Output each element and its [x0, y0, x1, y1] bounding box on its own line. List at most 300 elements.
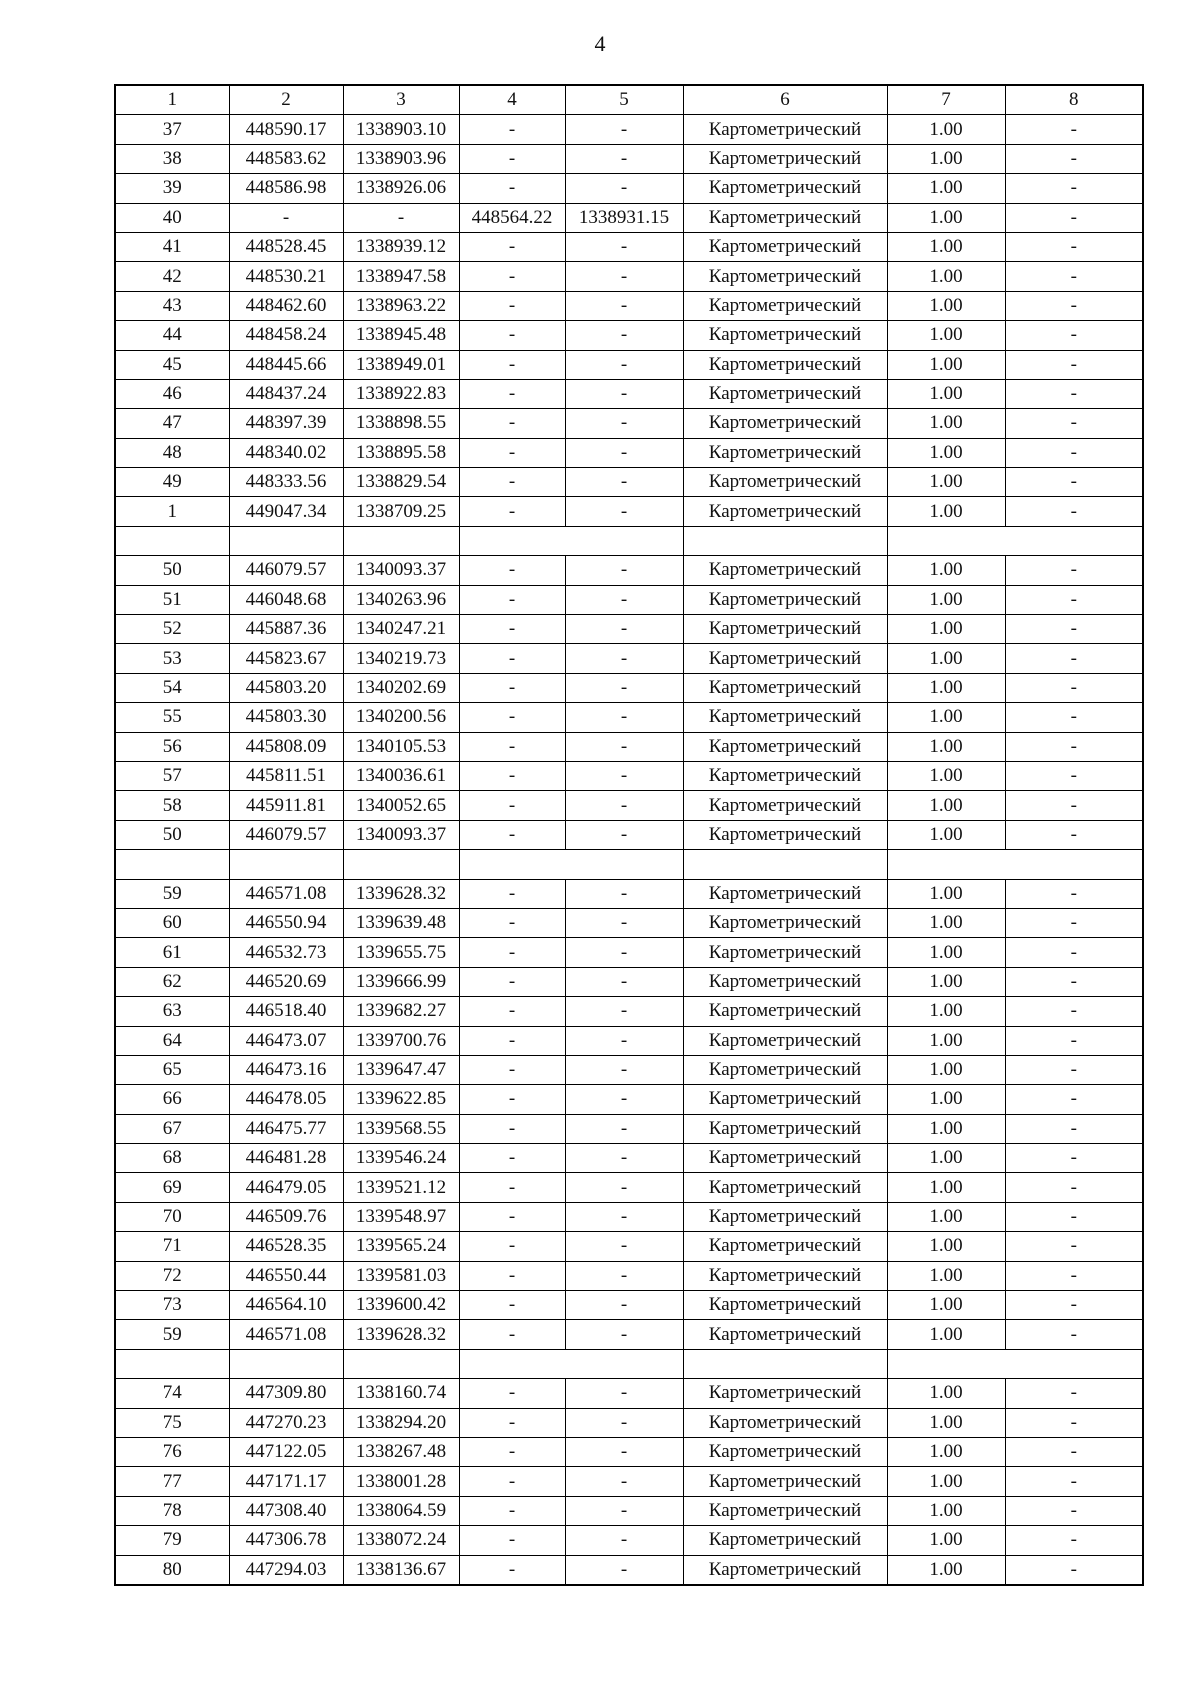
table-cell-col7: 1.00 — [887, 1320, 1005, 1349]
table-cell-col5: - — [565, 879, 683, 908]
table-cell-col8: - — [1005, 1261, 1143, 1290]
table-cell-col2: 447309.80 — [229, 1379, 343, 1408]
table-cell-col5 — [565, 526, 683, 555]
table-cell-col8: - — [1005, 409, 1143, 438]
table-cell-col8: - — [1005, 585, 1143, 614]
table-cell-col6: Картометрический — [683, 644, 887, 673]
table-cell-col2: 447294.03 — [229, 1555, 343, 1585]
table-cell-col3: 1340036.61 — [343, 761, 459, 790]
table-cell-col4: - — [459, 556, 565, 585]
table-cell-col4: - — [459, 1467, 565, 1496]
table-cell-col3: 1339521.12 — [343, 1173, 459, 1202]
table-cell-col5: - — [565, 556, 683, 585]
table-cell-col6: Картометрический — [683, 1232, 887, 1261]
table-cell-col2: 445887.36 — [229, 615, 343, 644]
table-cell-col4: - — [459, 1555, 565, 1585]
table-cell-col6: Картометрический — [683, 497, 887, 526]
table-row — [115, 732, 1143, 761]
table-cell-col6: Картометрический — [683, 908, 887, 937]
table-cell-col2: 448586.98 — [229, 174, 343, 203]
table-cell-col2: 448445.66 — [229, 350, 343, 379]
table-cell-col2: 446550.44 — [229, 1261, 343, 1290]
table-cell-col5: - — [565, 1173, 683, 1202]
table-cell-col1: 1 — [115, 497, 229, 526]
table-cell-col3 — [343, 1349, 459, 1378]
table-cell-col7: 1.00 — [887, 497, 1005, 526]
table-cell-col7: 1.00 — [887, 350, 1005, 379]
column-header-4: 4 — [459, 85, 565, 115]
table-cell-col3: 1338895.58 — [343, 438, 459, 467]
table-cell-col2: 445803.30 — [229, 703, 343, 732]
table-cell-col8: - — [1005, 1173, 1143, 1202]
table-cell-col5: - — [565, 585, 683, 614]
table-row — [115, 1114, 1143, 1143]
table-cell-col4: - — [459, 1026, 565, 1055]
table-cell-col3: 1340105.53 — [343, 732, 459, 761]
table-cell-col4: - — [459, 908, 565, 937]
table-cell-col7: 1.00 — [887, 1291, 1005, 1320]
table-cell-col6 — [683, 526, 887, 555]
table-cell-col1: 58 — [115, 791, 229, 820]
table-row — [115, 967, 1143, 996]
table-cell-col5: - — [565, 732, 683, 761]
table-cell-col1: 55 — [115, 703, 229, 732]
table-cell-col3: 1338064.59 — [343, 1496, 459, 1525]
table-row — [115, 1496, 1143, 1525]
table-cell-col6: Картометрический — [683, 321, 887, 350]
table-cell-col8 — [1005, 850, 1143, 879]
table-cell-col4: - — [459, 703, 565, 732]
table-cell-col1: 54 — [115, 673, 229, 702]
table-cell-col6: Картометрический — [683, 1437, 887, 1466]
table-cell-col5: - — [565, 1379, 683, 1408]
table-cell-col6: Картометрический — [683, 262, 887, 291]
table-cell-col1: 76 — [115, 1437, 229, 1466]
table-cell-col5: - — [565, 761, 683, 790]
table-cell-col1: 75 — [115, 1408, 229, 1437]
table-cell-col7: 1.00 — [887, 203, 1005, 232]
table-cell-col3: 1338963.22 — [343, 291, 459, 320]
table-cell-col6: Картометрический — [683, 379, 887, 408]
table-cell-col5: - — [565, 938, 683, 967]
table-cell-col8: - — [1005, 174, 1143, 203]
table-row — [115, 232, 1143, 261]
table-cell-col7: 1.00 — [887, 938, 1005, 967]
table-cell-col4: - — [459, 967, 565, 996]
table-cell-col1: 41 — [115, 232, 229, 261]
table-cell-col2: 447308.40 — [229, 1496, 343, 1525]
table-cell-col4: - — [459, 644, 565, 673]
table-cell-col1 — [115, 526, 229, 555]
table-cell-col5: - — [565, 1232, 683, 1261]
table-cell-col4: - — [459, 115, 565, 144]
table-cell-col5: - — [565, 1114, 683, 1143]
table-separator-row — [115, 850, 1143, 879]
table-cell-col8: - — [1005, 615, 1143, 644]
table-cell-col5: - — [565, 115, 683, 144]
table-cell-col5: - — [565, 1026, 683, 1055]
table-cell-col7: 1.00 — [887, 144, 1005, 173]
table-cell-col5: - — [565, 468, 683, 497]
table-cell-col8: - — [1005, 350, 1143, 379]
table-cell-col8: - — [1005, 879, 1143, 908]
table-cell-col5: - — [565, 409, 683, 438]
table-cell-col3: 1340052.65 — [343, 791, 459, 820]
table-cell-col8: - — [1005, 1114, 1143, 1143]
table-row — [115, 585, 1143, 614]
table-cell-col3 — [343, 850, 459, 879]
table-cell-col3: 1338945.48 — [343, 321, 459, 350]
table-cell-col6: Картометрический — [683, 144, 887, 173]
table-cell-col3: 1338949.01 — [343, 350, 459, 379]
table-cell-col5: - — [565, 791, 683, 820]
table-cell-col4: - — [459, 1144, 565, 1173]
table-cell-col3: 1339565.24 — [343, 1232, 459, 1261]
table-cell-col1: 50 — [115, 820, 229, 849]
table-cell-col4: - — [459, 174, 565, 203]
table-cell-col6: Картометрический — [683, 732, 887, 761]
table-row — [115, 291, 1143, 320]
table-cell-col7: 1.00 — [887, 1085, 1005, 1114]
table-row — [115, 262, 1143, 291]
table-cell-col7: 1.00 — [887, 379, 1005, 408]
table-cell-col4: - — [459, 497, 565, 526]
table-cell-col4: - — [459, 879, 565, 908]
table-row — [115, 820, 1143, 849]
table-cell-col4: - — [459, 791, 565, 820]
table-row — [115, 997, 1143, 1026]
table-cell-col2 — [229, 526, 343, 555]
table-cell-col4 — [459, 526, 565, 555]
table-cell-col4: 448564.22 — [459, 203, 565, 232]
table-cell-col1: 47 — [115, 409, 229, 438]
table-body — [115, 85, 1143, 1585]
table-cell-col6: Картометрический — [683, 879, 887, 908]
table-cell-col6: Картометрический — [683, 1026, 887, 1055]
table-cell-col6: Картометрический — [683, 820, 887, 849]
table-cell-col3: 1338939.12 — [343, 232, 459, 261]
table-cell-col7: 1.00 — [887, 1114, 1005, 1143]
table-cell-col8: - — [1005, 262, 1143, 291]
table-row — [115, 468, 1143, 497]
table-cell-col1: 49 — [115, 468, 229, 497]
table-row — [115, 1055, 1143, 1084]
page-number: 4 — [594, 31, 606, 56]
table-row — [115, 556, 1143, 585]
table-cell-col6 — [683, 850, 887, 879]
table-separator-row — [115, 526, 1143, 555]
table-cell-col5: - — [565, 262, 683, 291]
table-cell-col5: - — [565, 644, 683, 673]
table-cell-col5: - — [565, 1144, 683, 1173]
table-cell-col2: 448528.45 — [229, 232, 343, 261]
table-cell-col8: - — [1005, 1467, 1143, 1496]
table-cell-col8: - — [1005, 703, 1143, 732]
table-cell-col5: - — [565, 1261, 683, 1290]
table-cell-col7: 1.00 — [887, 1261, 1005, 1290]
table-cell-col1: 43 — [115, 291, 229, 320]
table-cell-col1: 80 — [115, 1555, 229, 1585]
table-cell-col5: - — [565, 673, 683, 702]
table-cell-col8: - — [1005, 1437, 1143, 1466]
table-cell-col8: - — [1005, 291, 1143, 320]
table-cell-col7: 1.00 — [887, 1202, 1005, 1231]
table-cell-col1: 60 — [115, 908, 229, 937]
table-cell-col7: 1.00 — [887, 1232, 1005, 1261]
table-cell-col7: 1.00 — [887, 409, 1005, 438]
table-row — [115, 1291, 1143, 1320]
table-row — [115, 1408, 1143, 1437]
table-cell-col5 — [565, 850, 683, 879]
table-cell-col4: - — [459, 1261, 565, 1290]
table-cell-col8: - — [1005, 761, 1143, 790]
table-cell-col8: - — [1005, 673, 1143, 702]
table-cell-col6: Картометрический — [683, 291, 887, 320]
table-cell-col1: 52 — [115, 615, 229, 644]
table-cell-col4: - — [459, 1232, 565, 1261]
column-header-8: 8 — [1005, 85, 1143, 115]
table-cell-col7: 1.00 — [887, 908, 1005, 937]
table-cell-col1: 73 — [115, 1291, 229, 1320]
table-cell-col2: 448340.02 — [229, 438, 343, 467]
table-cell-col3: 1339548.97 — [343, 1202, 459, 1231]
table-cell-col8: - — [1005, 556, 1143, 585]
table-cell-col6: Картометрический — [683, 468, 887, 497]
table-cell-col3: 1339600.42 — [343, 1291, 459, 1320]
table-cell-col1: 45 — [115, 350, 229, 379]
table-cell-col6: Картометрический — [683, 409, 887, 438]
table-cell-col8: - — [1005, 468, 1143, 497]
table-cell-col2: 446079.57 — [229, 556, 343, 585]
table-cell-col6: Картометрический — [683, 1144, 887, 1173]
table-cell-col6: Картометрический — [683, 203, 887, 232]
table-row — [115, 938, 1143, 967]
table-cell-col5: - — [565, 1408, 683, 1437]
table-row — [115, 791, 1143, 820]
table-cell-col3: 1338926.06 — [343, 174, 459, 203]
table-cell-col4: - — [459, 938, 565, 967]
table-cell-col3: 1339568.55 — [343, 1114, 459, 1143]
table-cell-col7: 1.00 — [887, 174, 1005, 203]
table-cell-col2: 448590.17 — [229, 115, 343, 144]
table-cell-col7: 1.00 — [887, 732, 1005, 761]
table-cell-col2: 446520.69 — [229, 967, 343, 996]
table-cell-col2: 445803.20 — [229, 673, 343, 702]
table-row — [115, 673, 1143, 702]
table-cell-col5: - — [565, 997, 683, 1026]
table-cell-col7: 1.00 — [887, 291, 1005, 320]
table-cell-col1: 46 — [115, 379, 229, 408]
table-cell-col3: 1339546.24 — [343, 1144, 459, 1173]
table-cell-col4: - — [459, 673, 565, 702]
table-cell-col8: - — [1005, 644, 1143, 673]
table-cell-col6: Картометрический — [683, 174, 887, 203]
table-cell-col5: - — [565, 438, 683, 467]
table-cell-col3: 1338072.24 — [343, 1526, 459, 1555]
table-cell-col8: - — [1005, 1055, 1143, 1084]
table-cell-col2: 448437.24 — [229, 379, 343, 408]
table-row — [115, 1173, 1143, 1202]
table-cell-col4: - — [459, 1085, 565, 1114]
table-cell-col8: - — [1005, 1291, 1143, 1320]
table-cell-col1: 69 — [115, 1173, 229, 1202]
table-cell-col3: 1339628.32 — [343, 1320, 459, 1349]
table-cell-col7 — [887, 1349, 1005, 1378]
table-cell-col7: 1.00 — [887, 615, 1005, 644]
table-cell-col5: 1338931.15 — [565, 203, 683, 232]
table-cell-col1: 59 — [115, 1320, 229, 1349]
table-cell-col4: - — [459, 585, 565, 614]
table-cell-col3: 1338136.67 — [343, 1555, 459, 1585]
table-cell-col8: - — [1005, 1408, 1143, 1437]
table-row — [115, 1555, 1143, 1585]
table-cell-col1: 37 — [115, 115, 229, 144]
table-cell-col1: 79 — [115, 1526, 229, 1555]
table-row — [115, 644, 1143, 673]
table-cell-col5: - — [565, 1526, 683, 1555]
table-cell-col7: 1.00 — [887, 262, 1005, 291]
table-cell-col2: 446532.73 — [229, 938, 343, 967]
table-cell-col7: 1.00 — [887, 997, 1005, 1026]
table-cell-col2: 445811.51 — [229, 761, 343, 790]
table-cell-col1: 68 — [115, 1144, 229, 1173]
table-cell-col7: 1.00 — [887, 1026, 1005, 1055]
table-cell-col2: 448462.60 — [229, 291, 343, 320]
table-cell-col7: 1.00 — [887, 673, 1005, 702]
table-cell-col1: 71 — [115, 1232, 229, 1261]
table-cell-col5: - — [565, 1291, 683, 1320]
table-cell-col8: - — [1005, 1555, 1143, 1585]
table-cell-col5: - — [565, 1202, 683, 1231]
table-cell-col1: 62 — [115, 967, 229, 996]
table-cell-col2 — [229, 850, 343, 879]
table-row — [115, 379, 1143, 408]
table-cell-col2: 446048.68 — [229, 585, 343, 614]
table-row — [115, 615, 1143, 644]
table-row — [115, 1467, 1143, 1496]
table-cell-col4: - — [459, 732, 565, 761]
table-row — [115, 1437, 1143, 1466]
table-cell-col8: - — [1005, 1085, 1143, 1114]
table-cell-col2: 446479.05 — [229, 1173, 343, 1202]
table-row — [115, 1202, 1143, 1231]
table-cell-col3: 1339581.03 — [343, 1261, 459, 1290]
table-cell-col6: Картометрический — [683, 1291, 887, 1320]
table-cell-col2: 446571.08 — [229, 879, 343, 908]
table-row — [115, 438, 1143, 467]
table-cell-col6: Картометрический — [683, 997, 887, 1026]
table-cell-col7: 1.00 — [887, 232, 1005, 261]
column-header-6: 6 — [683, 85, 887, 115]
table-cell-col6: Картометрический — [683, 1173, 887, 1202]
table-cell-col3: 1338903.10 — [343, 115, 459, 144]
table-cell-col1: 70 — [115, 1202, 229, 1231]
table-cell-col6: Картометрический — [683, 438, 887, 467]
table-cell-col6: Картометрический — [683, 1467, 887, 1496]
table-cell-col7: 1.00 — [887, 791, 1005, 820]
table-cell-col3: 1339639.48 — [343, 908, 459, 937]
table-cell-col6: Картометрический — [683, 1408, 887, 1437]
table-cell-col4: - — [459, 379, 565, 408]
table-cell-col1: 67 — [115, 1114, 229, 1143]
table-cell-col6 — [683, 1349, 887, 1378]
table-cell-col6: Картометрический — [683, 350, 887, 379]
table-cell-col1: 72 — [115, 1261, 229, 1290]
table-cell-col6: Картометрический — [683, 1496, 887, 1525]
table-cell-col8: - — [1005, 497, 1143, 526]
table-cell-col4: - — [459, 761, 565, 790]
table-cell-col5: - — [565, 703, 683, 732]
table-cell-col7: 1.00 — [887, 879, 1005, 908]
table-cell-col5: - — [565, 1055, 683, 1084]
table-cell-col2: 448458.24 — [229, 321, 343, 350]
table-cell-col4: - — [459, 820, 565, 849]
table-cell-col5: - — [565, 1555, 683, 1585]
table-cell-col5: - — [565, 1467, 683, 1496]
table-cell-col1: 65 — [115, 1055, 229, 1084]
table-cell-col5: - — [565, 1437, 683, 1466]
table-cell-col8: - — [1005, 791, 1143, 820]
table-cell-col2: 445808.09 — [229, 732, 343, 761]
table-cell-col1: 50 — [115, 556, 229, 585]
table-row — [115, 115, 1143, 144]
table-cell-col1: 44 — [115, 321, 229, 350]
table-cell-col6: Картометрический — [683, 1085, 887, 1114]
table-cell-col1: 66 — [115, 1085, 229, 1114]
table-row — [115, 497, 1143, 526]
table-cell-col8: - — [1005, 938, 1143, 967]
table-cell-col1: 48 — [115, 438, 229, 467]
table-cell-col3: 1339647.47 — [343, 1055, 459, 1084]
table-cell-col6: Картометрический — [683, 1526, 887, 1555]
table-row — [115, 1261, 1143, 1290]
table-row — [115, 1320, 1143, 1349]
table-cell-col1: 40 — [115, 203, 229, 232]
table-cell-col8: - — [1005, 1526, 1143, 1555]
table-cell-col4: - — [459, 1408, 565, 1437]
table-row — [115, 1526, 1143, 1555]
table-cell-col3: 1338294.20 — [343, 1408, 459, 1437]
table-cell-col8: - — [1005, 438, 1143, 467]
table-cell-col5: - — [565, 967, 683, 996]
table-cell-col6: Картометрический — [683, 615, 887, 644]
table-cell-col8: - — [1005, 1144, 1143, 1173]
table-cell-col8: - — [1005, 1026, 1143, 1055]
table-cell-col3: 1338001.28 — [343, 1467, 459, 1496]
table-cell-col2: 446528.35 — [229, 1232, 343, 1261]
table-cell-col5: - — [565, 379, 683, 408]
table-cell-col6: Картометрический — [683, 1114, 887, 1143]
table-cell-col1: 57 — [115, 761, 229, 790]
table-separator-row — [115, 1349, 1143, 1378]
table-cell-col8: - — [1005, 997, 1143, 1026]
table-cell-col3: 1339628.32 — [343, 879, 459, 908]
table-cell-col2: 447171.17 — [229, 1467, 343, 1496]
table-cell-col2: 447122.05 — [229, 1437, 343, 1466]
table-cell-col5 — [565, 1349, 683, 1378]
table-cell-col6: Картометрический — [683, 585, 887, 614]
table-row — [115, 1026, 1143, 1055]
table-cell-col7: 1.00 — [887, 1437, 1005, 1466]
table-cell-col6: Картометрический — [683, 1320, 887, 1349]
table-cell-col1: 61 — [115, 938, 229, 967]
table-cell-col5: - — [565, 144, 683, 173]
table-cell-col1: 51 — [115, 585, 229, 614]
table-cell-col7: 1.00 — [887, 644, 1005, 673]
table-cell-col7: 1.00 — [887, 703, 1005, 732]
table-cell-col2: 445823.67 — [229, 644, 343, 673]
table-cell-col1: 56 — [115, 732, 229, 761]
